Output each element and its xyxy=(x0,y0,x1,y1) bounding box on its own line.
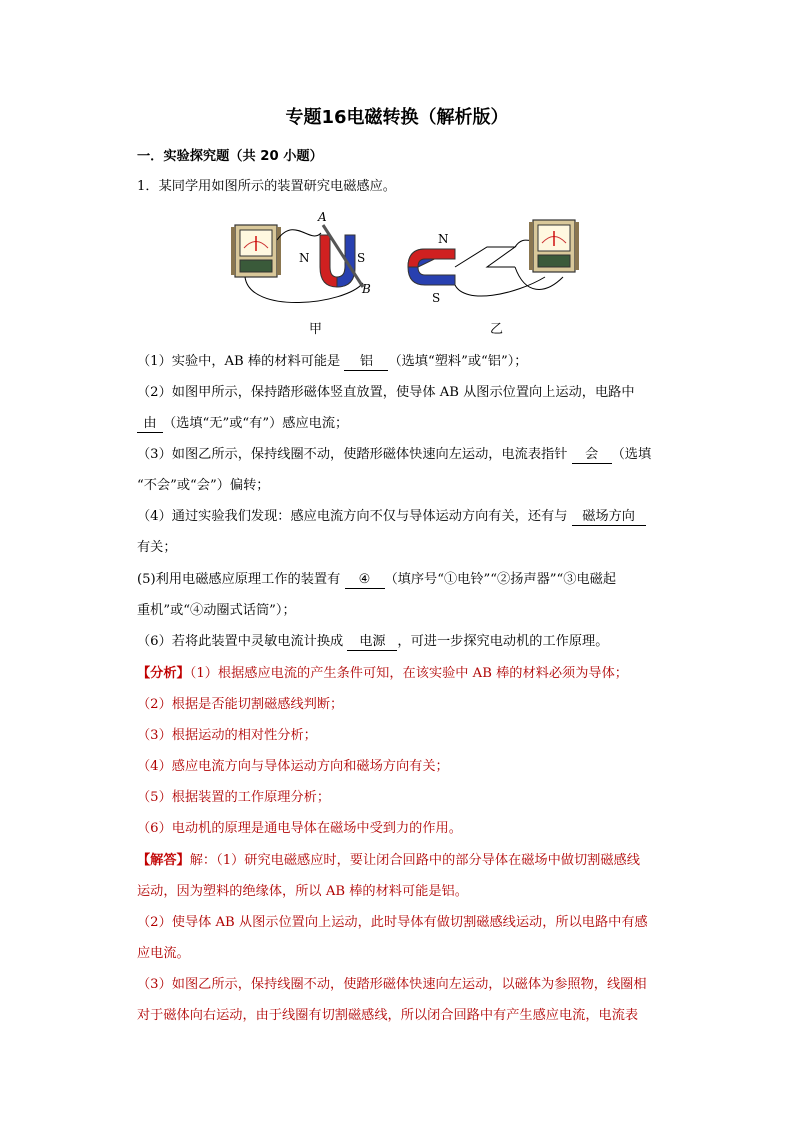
question-part-5a xyxy=(137,570,677,590)
label-a: A xyxy=(318,210,327,224)
question-part-6 xyxy=(137,632,677,652)
analysis-line-6: （6）电动机的原理是通电导体在磁场中受到力的作用。 xyxy=(137,821,462,836)
question-part-5b: 重机”或“④动圈式话筒”）； xyxy=(137,603,296,618)
part-6-text: （6）若将此装置中灵敏电流计换成 xyxy=(137,634,348,649)
label-s-left: S xyxy=(357,251,366,265)
analysis-line-2: （2）根据是否能切割磁感线判断； xyxy=(137,697,344,712)
solution-tag: 【解答】 xyxy=(137,853,190,868)
question-part-4b: 有关； xyxy=(137,540,177,555)
question-part-1 xyxy=(137,352,677,372)
horseshoe-magnet-right-icon xyxy=(408,249,455,285)
part-2-tail: （选填“无”或“有”）感应电流； xyxy=(163,416,349,431)
part-6-tail: ，可进一步探究电动机的工作原理。 xyxy=(397,634,609,649)
answer-blank-6: 电源 xyxy=(347,634,397,651)
part-3-tail: （选填 xyxy=(611,447,652,462)
question-part-4a xyxy=(137,507,677,527)
solution-line-2: 运动，因为塑料的绝缘体，所以 AB 棒的材料可能是铝。 xyxy=(137,884,468,899)
solution-line-3: （2）使导体 AB 从图示位置向上运动，此时导体有做切割磁感线运动，所以电路中有感 xyxy=(137,915,648,930)
analysis-line-1 xyxy=(137,664,677,684)
part-1-text: （1）实验中，AB 棒的材料可能是 xyxy=(137,354,345,369)
part-5-text: (5)利用电磁感应原理工作的装置有 xyxy=(137,572,345,587)
answer-blank-3: 会 xyxy=(572,447,612,464)
label-b: B xyxy=(362,282,371,296)
figure-caption-yi: 乙 xyxy=(490,322,504,337)
answer-blank-5: ④ xyxy=(345,572,385,589)
solution-line-6: 对于磁体向右运动，由于线圈有切割磁感线，所以闭合回路中有产生感应电流，电流表 xyxy=(137,1008,639,1023)
answer-blank-4: 磁场方向 xyxy=(572,509,646,526)
solution-line-4: 应电流。 xyxy=(137,946,190,961)
analysis-text-1: （1）根据感应电流的产生条件可知，在该实验中 AB 棒的材料必须为导体； xyxy=(189,666,628,681)
label-n-left: N xyxy=(299,251,310,265)
galvanometer-right-icon xyxy=(529,220,579,272)
question-part-2a: （2）如图甲所示，保持踏形磁体竖直放置，使导体 AB 从图示位置向上运动，电路中 xyxy=(137,385,635,400)
question-part-3a xyxy=(137,445,677,465)
analysis-line-3: （3）根据运动的相对性分析； xyxy=(137,728,317,743)
experiment-figure xyxy=(225,205,585,340)
part-1-tail: （选填“塑料”或“铝”）； xyxy=(388,354,528,369)
solution-text-1: 解：（1）研究电磁感应时，要让闭合回路中的部分导体在磁场中做切割磁感线 xyxy=(189,853,640,868)
label-s-right: S xyxy=(432,291,441,305)
part-4-text: （4）通过实验我们发现：感应电流方向不仅与导体运动方向有关，还有与 xyxy=(137,509,572,524)
galvanometer-left-icon xyxy=(231,225,281,277)
question-part-2b xyxy=(137,414,677,434)
answer-blank-2: 由 xyxy=(137,416,163,433)
figure-caption-jia: 甲 xyxy=(309,322,323,337)
section-heading: 一．实验探究题（共 20 小题） xyxy=(137,149,323,164)
solution-line-5: （3）如图乙所示，保持线圈不动，使踏形磁体快速向左运动，以磁体为参照物，线圈相 xyxy=(137,977,647,992)
question-part-3b: “不会”或“会”）偏转； xyxy=(137,478,270,493)
part-5-tail: （填序号“①电铃”“②扬声器”“③电磁起 xyxy=(384,572,617,587)
question-stem: 1．某同学用如图所示的装置研究电磁感应。 xyxy=(137,179,396,194)
part-3-text: （3）如图乙所示，保持线圈不动，使踏形磁体快速向左运动，电流表指针 xyxy=(137,447,572,462)
solution-line-1 xyxy=(137,851,677,871)
page-title: 专题16电磁转换（解析版） xyxy=(285,107,509,128)
analysis-tag: 【分析】 xyxy=(137,666,190,681)
horseshoe-magnet-left-icon xyxy=(320,235,355,287)
analysis-line-4: （4）感应电流方向与导体运动方向和磁场方向有关； xyxy=(137,759,449,774)
label-n-right: N xyxy=(438,232,449,246)
analysis-line-5: （5）根据装置的工作原理分析； xyxy=(137,790,331,805)
answer-blank-1: 铝 xyxy=(344,354,388,371)
